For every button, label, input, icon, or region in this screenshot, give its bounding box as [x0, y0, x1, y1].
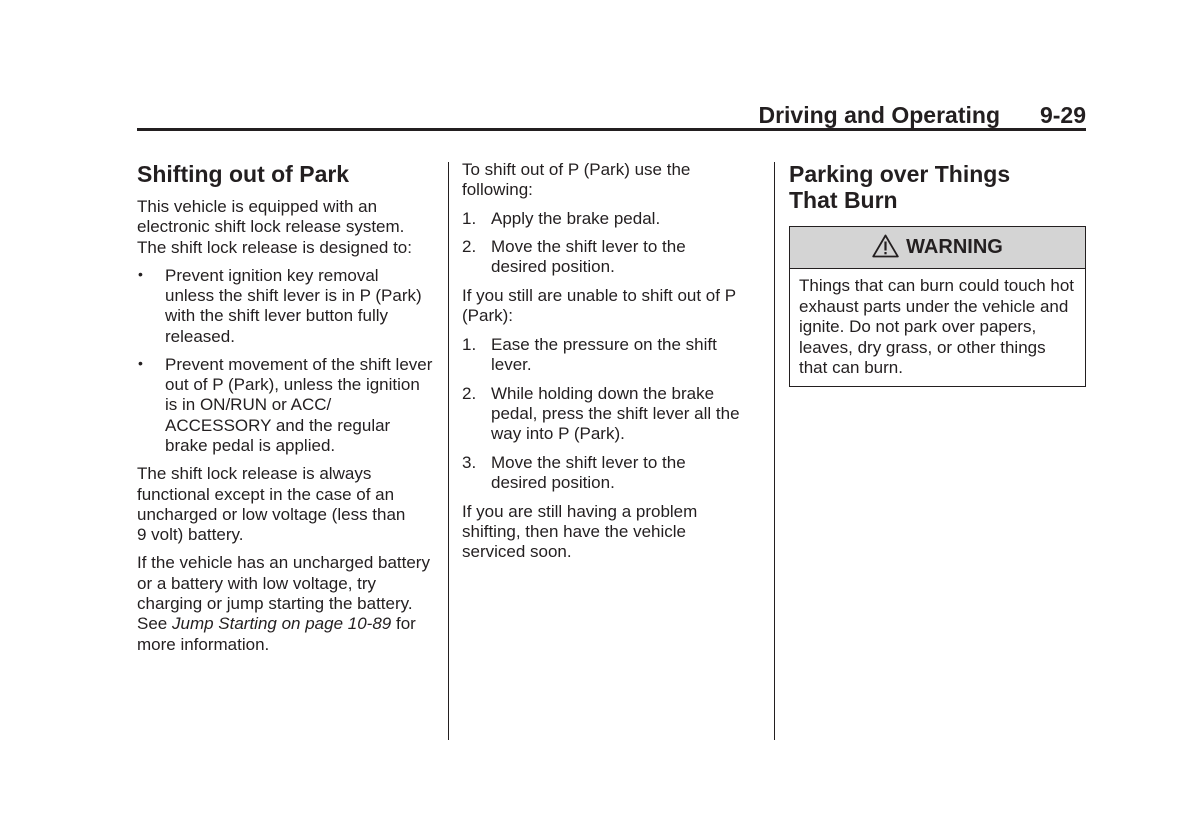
step-text: Apply the brake pedal. — [491, 208, 661, 228]
step-number: 1. — [462, 334, 477, 354]
step-number: 2. — [462, 237, 477, 257]
header-section-title: Driving and Operating — [758, 102, 1000, 128]
paragraph: The shift lock release is always functional except in the case of an uncharged or low voltage (less than 9 volt) battery. — [137, 464, 406, 545]
steps-list-1 — [462, 209, 762, 278]
step-text: While holding down the brake pedal, press the shift lever all the way into P (Park). — [491, 383, 740, 444]
column-divider-2 — [774, 162, 775, 740]
step-text: Move the shift lever to the desired position. — [491, 452, 686, 493]
paragraph: If you still are unable to shift out of P (Park): — [462, 286, 736, 326]
paragraph-text: for more information. — [137, 614, 416, 654]
step-item — [462, 209, 742, 229]
bullet-icon: • — [138, 265, 143, 282]
step-item — [462, 237, 732, 278]
step-item — [462, 384, 747, 445]
paragraph — [137, 553, 437, 654]
warning-header — [790, 227, 1085, 269]
section-heading-parking-over-things: Parking over Things That Burn — [789, 161, 1011, 213]
cross-reference-link[interactable]: Jump Starting on page 10-89 — [171, 614, 392, 634]
bullet-item — [137, 266, 425, 347]
page-number: 9-29 — [1039, 102, 1086, 128]
column-2 — [462, 160, 762, 571]
header-rule — [137, 128, 1086, 131]
bullet-item — [137, 355, 435, 456]
step-number: 3. — [462, 452, 477, 472]
step-item — [462, 335, 747, 376]
column-1 — [137, 160, 437, 663]
running-header — [137, 100, 1086, 128]
bullet-text: Prevent movement of the shift lever out of P (Park), unless the ignition is in ON/RUN or ACC/ ACCESSORY and the regular brake pedal is applied. — [165, 354, 433, 456]
warning-title: WARNING — [906, 236, 1003, 258]
warning-triangle-icon — [872, 234, 899, 258]
step-text: Move the shift lever to the desired position. — [491, 237, 686, 277]
paragraph: To shift out of P (Park) use the following: — [462, 160, 691, 200]
bullet-list — [137, 266, 437, 457]
warning-box — [789, 226, 1086, 387]
step-number: 1. — [462, 208, 477, 228]
step-text: Ease the pressure on the shift lever. — [491, 334, 717, 374]
bullet-icon: • — [138, 354, 143, 371]
paragraph-text: If the vehicle has an uncharged battery or a battery with low voltage, try charging or jump starting the battery. See — [137, 553, 430, 634]
step-number: 2. — [462, 383, 477, 403]
bullet-text: Prevent ignition key removal unless the shift lever is in P (Park) with the shift lever button fully released. — [165, 265, 422, 346]
steps-list-2 — [462, 335, 762, 494]
section-heading-shifting-out-of-park: Shifting out of Park — [137, 161, 350, 187]
intro-paragraph: This vehicle is equipped with an electronic shift lock release system. The shift lock release is designed to: — [137, 197, 412, 257]
column-3 — [789, 160, 1086, 387]
paragraph: If you are still having a problem shifting, then have the vehicle serviced soon. — [462, 501, 698, 562]
warning-text: Things that can burn could touch hot exhaust parts under the vehicle and ignite. Do not park over papers, leaves, dry grass, or other things that can burn. — [799, 276, 1075, 377]
step-item — [462, 453, 732, 494]
column-divider-1 — [448, 162, 449, 740]
